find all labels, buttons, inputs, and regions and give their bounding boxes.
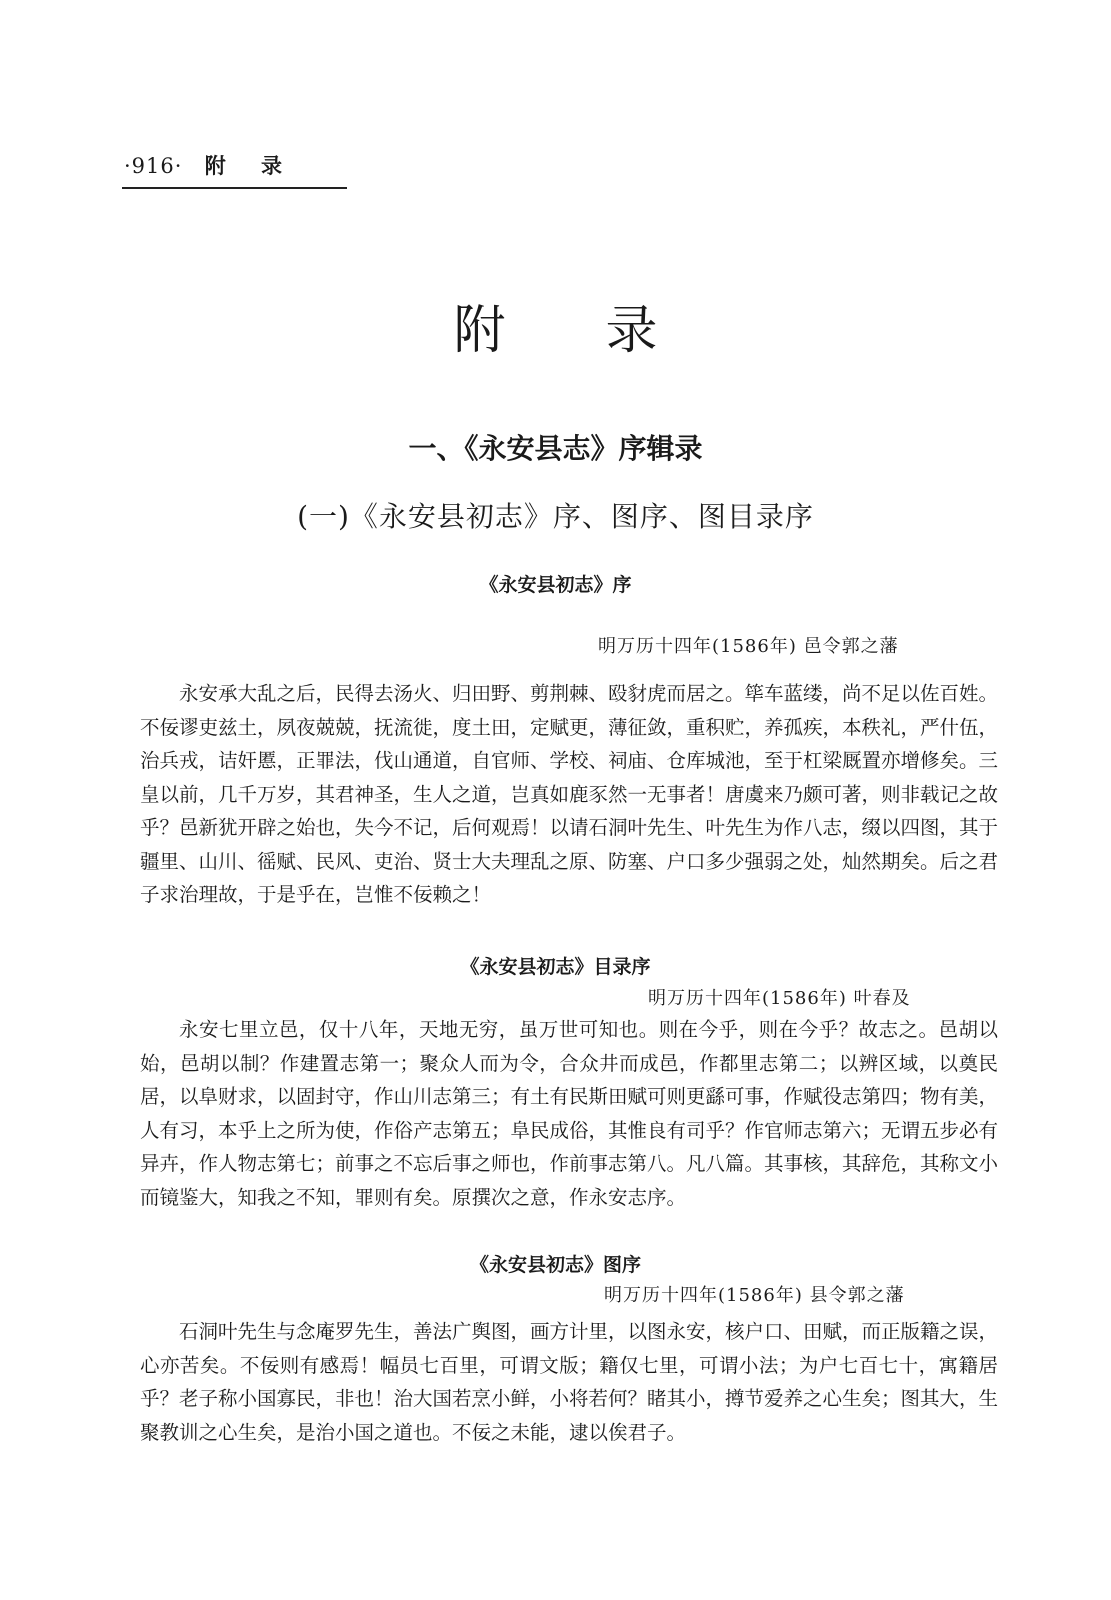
article-title-preface: 《永安县初志》序	[479, 574, 632, 596]
section-title: 一、《永安县志》序辑录	[408, 432, 703, 465]
header-rule	[122, 187, 347, 189]
article-author-preface: 明万历十四年(1586年) 邑令郭之藩	[598, 636, 899, 657]
article-body-map-preface: 石洞叶先生与念庵罗先生，善法广舆图，画方计里，以图永安，核户口、田赋，而正版籍之误，心亦苦矣。不佞则有感焉！幅员七百里，可谓文版；籍仅七里，可谓小法；为户七百七十，寓籍居乎？老子称小国寡民，非也！治大国若烹小鲜，小将若何？睹其小，撙节爱养之心生矣；图其大，生聚教训之心生矣，是治小国之道也。不佞之未能，逮以俟君子。	[140, 1320, 999, 1444]
main-title: 附录	[453, 301, 758, 361]
page-number: ·916·	[124, 154, 183, 178]
subsection-title: (一)《永安县初志》序、图序、图目录序	[297, 500, 814, 533]
running-section-title: 附 录	[204, 153, 297, 178]
article-author-map-preface: 明万历十四年(1586年) 县令郭之藩	[604, 1285, 905, 1306]
article-title-map-preface: 《永安县初志》图序	[469, 1254, 641, 1276]
article-body-catalog-preface: 永安七里立邑，仅十八年，天地无穷，虽万世可知也。则在今乎，则在今乎？故志之。邑胡以始，邑胡以制？作建置志第一；聚众人而为令，合众井而成邑，作都里志第二；以辨区域，以奠民居，以阜财求，以固封守，作山川志第三；有土有民斯田赋可则更繇可事，作赋役志第四；物有美，人有习，本乎上之所为使，作俗产志第五；阜民成俗，其惟良有司乎？作官师志第六；无谓五步必有异卉，作人物志第七；前事之不忘后事之师也，作前事志第八。凡八篇。其事核，其辞危，其称文小而镜鉴大，知我之不知，罪则有矣。原撰次之意，作永安志序。	[140, 1018, 999, 1209]
running-header	[124, 150, 296, 180]
article-author-catalog-preface: 明万历十四年(1586年) 叶春及	[648, 988, 911, 1009]
article-body-preface: 永安承大乱之后，民得去汤火、归田野、剪荆棘、殴豺虎而居之。筚车蓝缕，尚不足以佐百姓。不佞谬吏兹土，夙夜兢兢，抚流徙，度土田，定赋更，薄征敛，重积贮，养孤疾，本秩礼，严什伍，治兵戎，诘奸慝，正罪法，伐山通道，自官师、学校、祠庙、仓库城池，至于杠梁厩置亦增修矣。三皇以前，几千万岁，其君神圣，生人之道，岂真如鹿豕然一无事者！唐虞来乃颇可著，则非载记之故乎？邑新犹开辟之始也，失今不记，后何观焉！以请石洞叶先生、叶先生为作八志，缀以四图，其于疆里、山川、徭赋、民风、吏治、贤士大夫理乱之原、防塞、户口多少强弱之处，灿然期矣。后之君子求治理故，于是乎在，岂惟不佞赖之！	[140, 682, 999, 906]
article-title-catalog-preface: 《永安县初志》目录序	[460, 956, 651, 978]
